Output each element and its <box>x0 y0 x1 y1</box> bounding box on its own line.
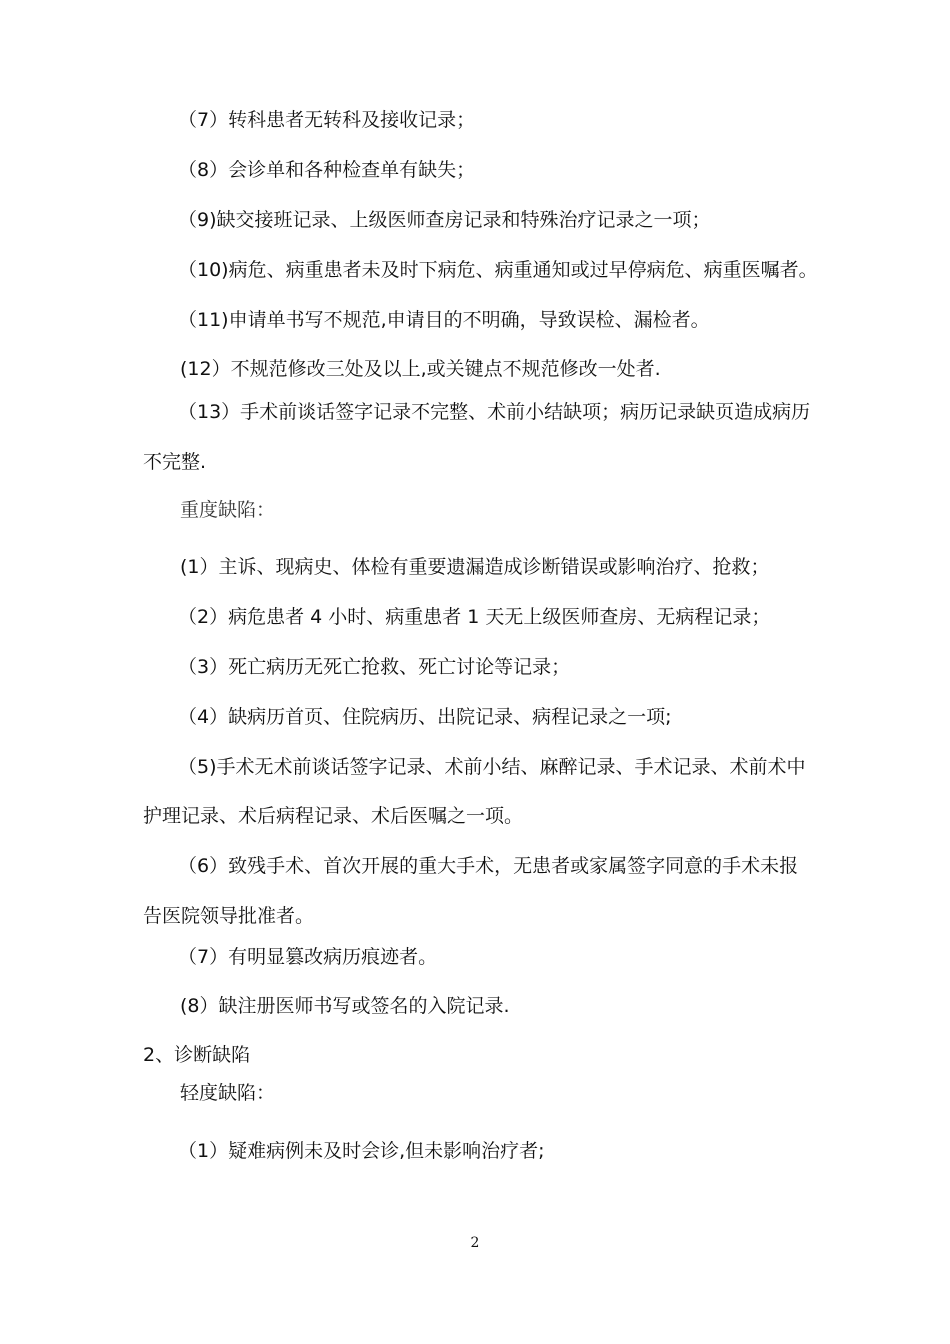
text-line: （9)缺交接班记录、上级医师查房记录和特殊治疗记录之一项； <box>178 209 711 231</box>
text-line: （13）手术前谈话签字记录不完整、术前小结缺项；病历记录缺页造成病历 <box>178 401 811 423</box>
text-line: （7）转科患者无转科及接收记录； <box>178 109 476 131</box>
text-line: 护理记录、术后病程记录、术后医嘱之一项。 <box>143 805 524 827</box>
text-line: (1）主诉、现病史、体检有重要遗漏造成诊断错误或影响治疗、抢救； <box>180 556 770 578</box>
text-line: （8）会诊单和各种检查单有缺失； <box>178 159 476 181</box>
text-line: （3）死亡病历无死亡抢救、死亡讨论等记录； <box>178 656 571 678</box>
text-line: 告医院领导批准者。 <box>143 905 315 927</box>
text-line: （2）病危患者 4 小时、病重患者 1 天无上级医师查房、无病程记录； <box>178 606 771 628</box>
text-line: （11)申请单书写不规范,申请目的不明确，导致误检、漏检者。 <box>178 309 710 331</box>
section-heading: 2、诊断缺陷 <box>143 1044 251 1066</box>
text-line: (12）不规范修改三处及以上,或关键点不规范修改一处者. <box>180 358 661 380</box>
text-line: (8）缺注册医师书写或签名的入院记录. <box>180 995 510 1017</box>
text-line: （7）有明显篡改病历痕迹者。 <box>178 946 438 968</box>
text-line: （6）致残手术、首次开展的重大手术，无患者或家属签字同意的手术未报 <box>178 855 799 877</box>
text-line: （4）缺病历首页、住院病历、出院记录、病程记录之一项; <box>178 706 672 728</box>
page-number: 2 <box>470 1235 480 1251</box>
section-heading: 轻度缺陷： <box>180 1082 276 1104</box>
text-line: （10)病危、病重患者未及时下病危、病重通知或过早停病危、病重医嘱者。 <box>178 259 818 281</box>
text-line: 不完整. <box>143 451 207 473</box>
text-line: （5)手术无术前谈话签字记录、术前小结、麻醉记录、手术记录、术前术中 <box>178 756 806 778</box>
section-heading: 重度缺陷： <box>180 499 276 521</box>
text-line: （1）疑难病例未及时会诊,但未影响治疗者; <box>178 1140 545 1162</box>
